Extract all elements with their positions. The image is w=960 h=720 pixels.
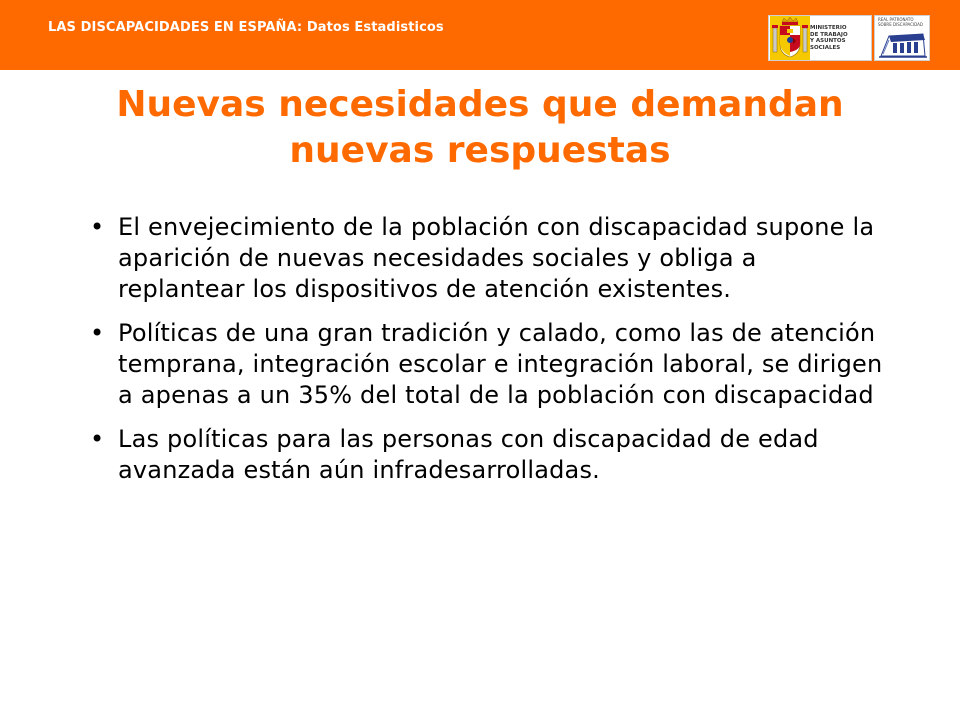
- bullet-list: [90, 212, 890, 499]
- bullet-icon: •: [90, 425, 105, 453]
- building-icon: [877, 26, 929, 60]
- header-bar: [0, 0, 960, 70]
- bullet-icon: •: [90, 319, 105, 347]
- ministry-logo: [768, 15, 872, 61]
- bullet-item: [90, 318, 890, 411]
- header-title: LAS DISCAPACIDADES EN ESPAÑA: Datos Estadisticos: [48, 20, 444, 35]
- bullet-icon: •: [90, 213, 105, 241]
- spanish-coat-of-arms-icon: [770, 16, 810, 60]
- imserso-logo: [874, 15, 930, 61]
- bullet-text: Las políticas para las personas con discapacidad de edad avanzada están aún infradesarrolladas.: [118, 425, 819, 484]
- bullet-text: El envejecimiento de la población con discapacidad supone la aparición de nuevas necesidades sociales y obliga a replantear los dispositivos de atención existentes.: [118, 213, 875, 303]
- bullet-text: Políticas de una gran tradición y calado, como las de atención temprana, integración escolar e integración laboral, se dirigen a apenas a un 35% del total de la población con discapacidad: [118, 319, 883, 409]
- bullet-item: [90, 212, 890, 305]
- imserso-logo-text: REAL PATRONATO SOBRE DISCAPACIDAD: [878, 17, 923, 27]
- slide-title: Nuevas necesidades que demandan nuevas respuestas: [116, 84, 844, 171]
- ministry-logo-text: MINISTERIO DE TRABAJO Y ASUNTOS SOCIALES: [810, 25, 848, 51]
- bullet-item: [90, 424, 890, 486]
